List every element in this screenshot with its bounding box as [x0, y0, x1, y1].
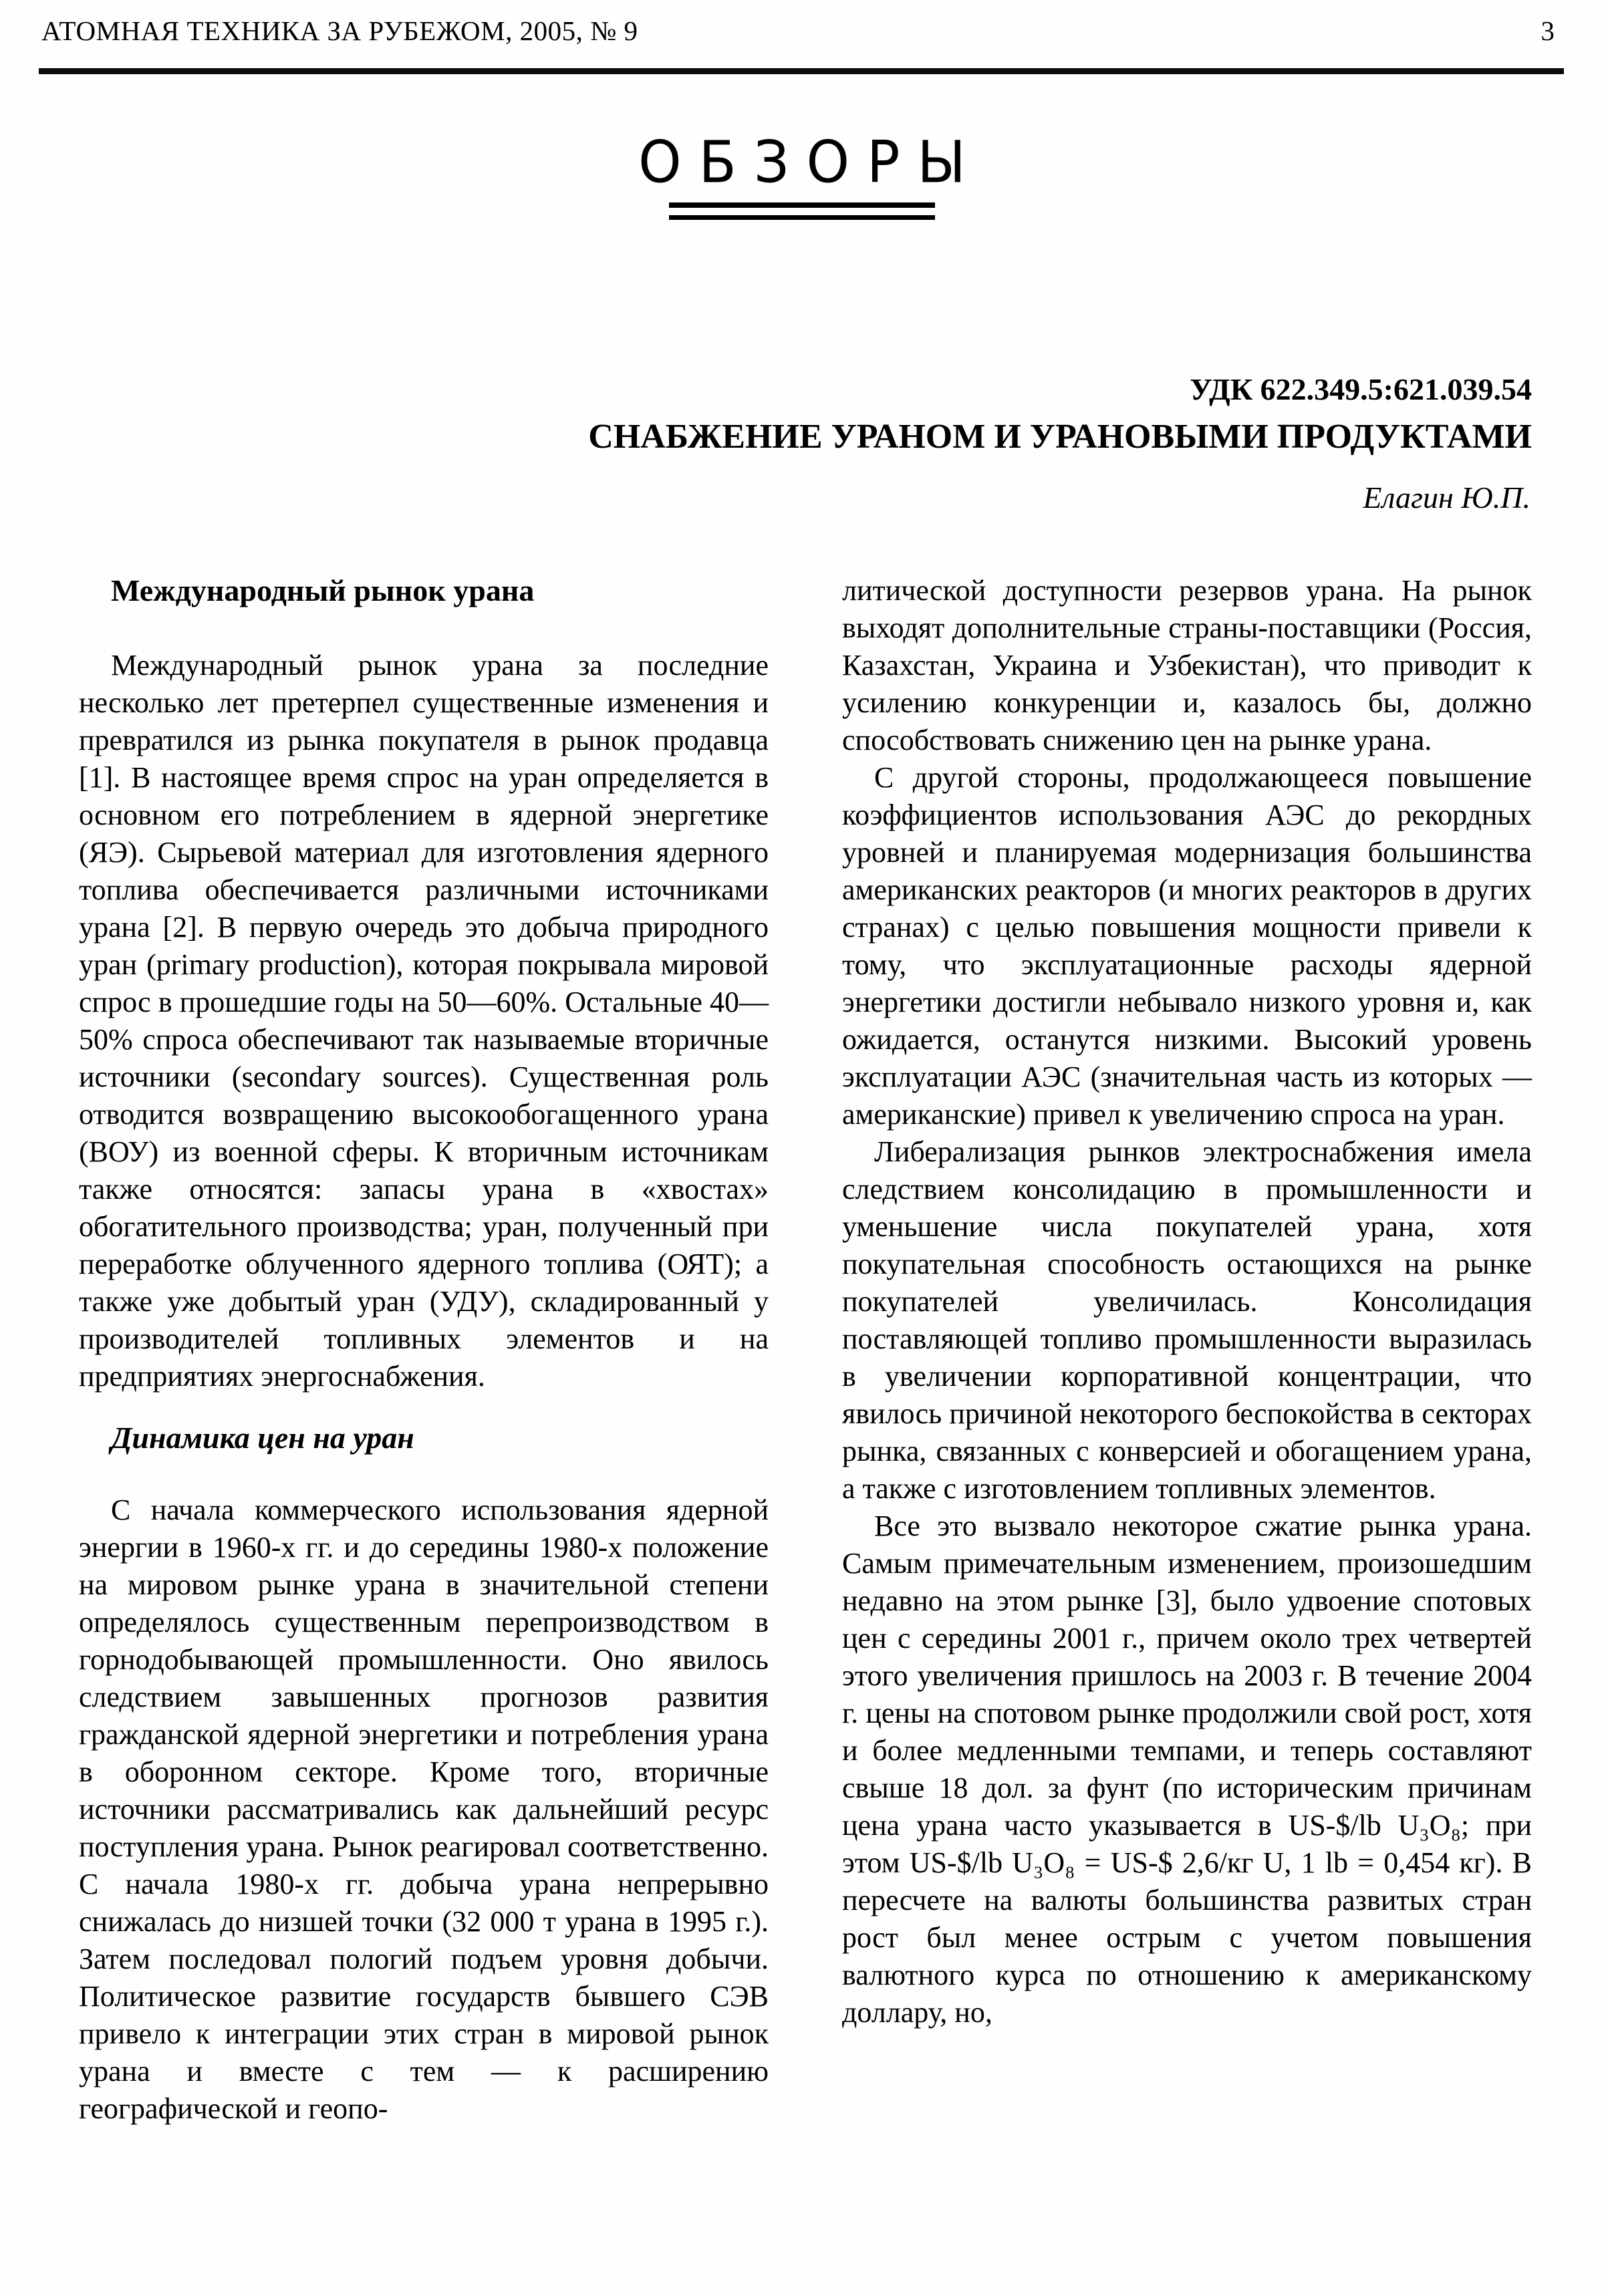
journal-header: АТОМНАЯ ТЕХНИКА ЗА РУБЕЖОМ, 2005, № 9	[41, 15, 638, 46]
article-title: СНАБЖЕНИЕ УРАНОМ И УРАНОВЫМИ ПРОДУКТАМИ	[588, 418, 1532, 456]
section-heading-international-uranium-market: Международный рынок урана	[111, 573, 535, 607]
paragraph-market-liberalization: Либерализация рынков электроснабжения имела следствием консолидацию в промышленности и уменьшение числа покупателей урана, хотя покупательная способность остающихся на рынке покупателей увеличилась. Консолидация поставляющей топливо промышленности выразилась в увеличении корпоративной концентрации, что явилось причиной некоторого беспокойства в секторах рынка, связанных с конверсией и обогащением урана, а также с изготовлением топливных элементов.	[842, 1135, 1532, 1505]
left-column	[79, 572, 769, 2128]
header-rule	[39, 68, 1564, 74]
paragraph-market-overview: Международный рынок урана за последние несколько лет претерпел существенные изменения и превратился из рынка покупателя в рынок продавца [1]. В настоящее время спрос на уран определяется в основном его потреблением в ядерной энергетике (ЯЭ). Сырьевой материал для изготовления ядерного топлива обеспечивается различными источниками урана [2]. В первую очередь это добыча природного уран (primary production), которая покрывала мировой спрос в прошедшие годы на 50—60%. Остальные 40—50% спроса обеспечивают так называемые вторичные источники (secondary sources). Существенная роль отводится возвращению высокообогащенного урана (ВОУ) из военной сферы. К вторичным источникам также относятся: запасы урана в «хвостах» обогатительного производства; уран, полученный при переработке облученного ядерного топлива (ОЯТ); а также уже добытый уран (УДУ), складированный у производителей топливных элементов и на предприятиях энергоснабжения.	[79, 649, 769, 1393]
paragraph-price-history: С начала коммерческого использования ядерной энергии в 1960-х гг. и до середины 1980-х положение на мировом рынке урана в значительной степени определялось существенным перепроизводством в горнодобывающей промышленности. Оно явилось следствием завышенных прогнозов развития гражданской ядерной энергетики и потребления урана в оборонном секторе. Кроме того, вторичные источники рассматривались как дальнейший ресурс поступления урана. Рынок реагировал соответственно. С начала 1980-х гг. добыча урана непрерывно снижалась до низшей точки (32 000 т урана в 1995 г.). Затем последовал пологий подъем уровня добычи. Политическое развитие государств бывшего СЭВ привело к интеграции этих стран в мировой рынок урана и вместе с тем — к расширению географической и геопо-	[79, 1493, 769, 2125]
subsection-heading-uranium-price-dynamics: Динамика цен на уран	[111, 1421, 414, 1455]
paragraph-geopolitical-availability: литической доступности резервов урана. На рынок выходят дополнительные страны-поставщики (Россия, Казахстан, Украина и Узбекистан), что приводит к усилению конкуренции и, казалось бы, должно способствовать снижению цен на рынке урана.	[842, 574, 1532, 756]
section-banner	[0, 131, 1604, 220]
right-column	[842, 572, 1532, 2031]
section-banner-double-underline	[669, 202, 935, 220]
udc-code: УДК 622.349.5:621.039.54	[1190, 372, 1532, 406]
paragraph-capacity-factors: С другой стороны, продолжающееся повышение коэффициентов использования АЭС до рекордных уровней и планируемая модернизация большинства американских реакторов (и многих реакторов в других странах) с целью повышения мощности привели к тому, что эксплуатационные расходы ядерной энергетики достигли небывало низкого уровня и, как ожидается, останутся низкими. Высокий уровень эксплуатации АЭС (значительная часть из которых — американские) привел к увеличению спроса на уран.	[842, 761, 1532, 1131]
section-banner-title: ОБЗОРЫ	[638, 129, 983, 196]
article-author: Елагин Ю.П.	[1363, 480, 1530, 515]
paragraph-spot-price-doubling: Все это вызвало некоторое сжатие рынка урана. Самым примечательным изменением, произошедшим недавно на этом рынке [3], было удвоение спотовых цен с середины 2001 г., причем около трех четвертей этого увеличения пришлось на 2003 г. В течение 2004 г. цены на спотовом рынке продолжили свой рост, хотя и более медленными темпами, и теперь составляют свыше 18 дол. за фунт (по историческим причинам цена урана часто указывается в US-$/lb U₃O₈; при этом US-$/lb U₃O₈ = US-$ 2,6/кг U, 1 lb = 0,454 кг). В пересчете на валюты большинства развитых стран рост был менее острым с учетом повышения валютного курса по отношению к американскому доллару, но,	[842, 1510, 1532, 2029]
page-number: 3	[1541, 15, 1555, 46]
